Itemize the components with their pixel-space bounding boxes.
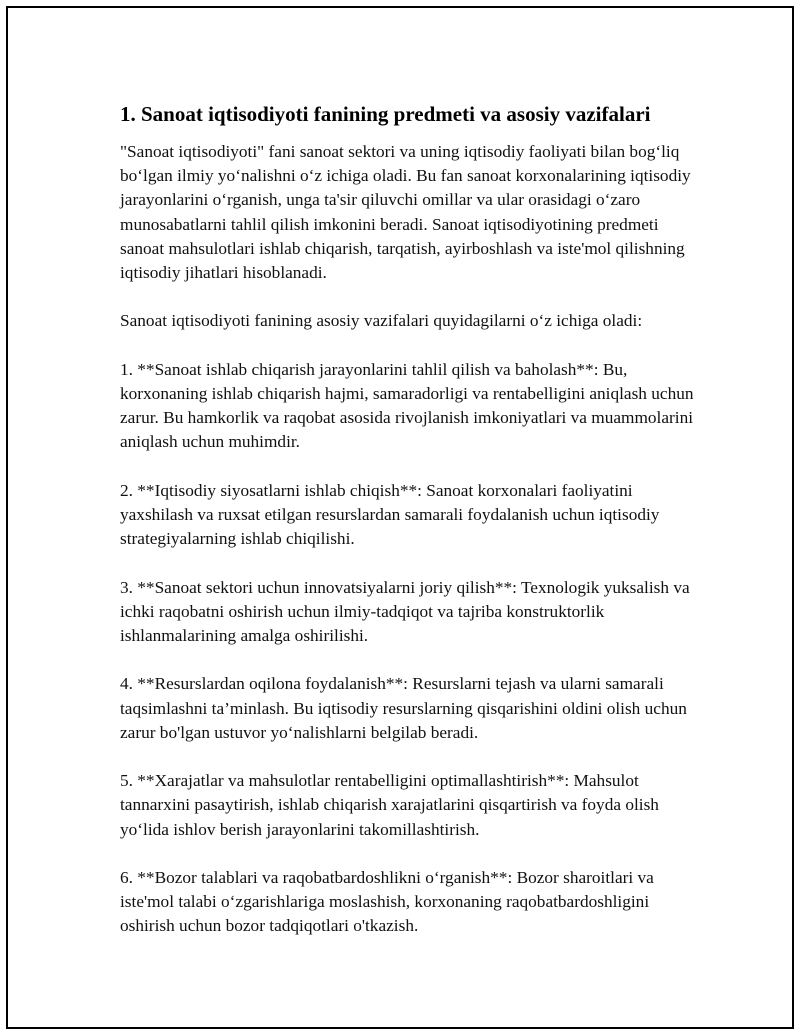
- task-item-2: 2. **Iqtisodiy siyosatlarni ishlab chiqish**: Sanoat korxonalari faoliyatini yaxshilash va ruxsat etilgan resurslardan samarali foydalanish uchun iqtisodiy strategiyalarning ishlab chiqilishi.: [120, 480, 660, 549]
- page-frame: [6, 6, 794, 1029]
- task-item-3: 3. **Sanoat sektori uchun innovatsiyalarni joriy qilish**: Texnologik yuksalish va ichki raqobatni oshirish uchun ilmiy-tadqiqot va tajriba konstruktorlik ishlanmalarining amalga oshirilishi.: [120, 577, 690, 645]
- task-item-1: 1. **Sanoat ishlab chiqarish jarayonlarini tahlil qilish va baholash**: Bu, korxonaning ishlab chiqarish hajmi, samaradorligi va rentabelligini aniqlash uchun zarur. Bu hamkorlik va raqobat asosida rivojlanish imkoniyatlari va muammolarini aniqlash uchun muhimdir.: [120, 359, 694, 452]
- task-item-5: 5. **Xarajatlar va mahsulotlar rentabelligini optimallashtirish**: Mahsulot tannarxini pasaytirish, ishlab chiqarish xarajatlarini qisqartirish va foyda olish yo‘lida ishlov berish jarayonlarini takomillashtirish.: [120, 771, 659, 839]
- document-body: [120, 100, 704, 963]
- section-heading: 1. Sanoat iqtisodiyoti fanining predmeti va asosiy vazifalari: [120, 102, 651, 126]
- tasks-intro-paragraph: Sanoat iqtisodiyoti fanining asosiy vazifalari quyidagilarni o‘z ichiga oladi:: [120, 311, 643, 331]
- intro-paragraph: "Sanoat iqtisodiyoti" fani sanoat sektori va uning iqtisodiy faoliyati bilan bog‘liq bo‘lgan ilmiy yo‘nalishni o‘z ichiga oladi. Bu fan sanoat korxonalarining iqtisodiy jarayonlarini o‘rganish, unga ta'sir qiluvchi omillar va ular orasidagi o‘zaro munosabatlarni tahlil qilish imkonini beradi. Sanoat iqtisodiyotining predmeti sanoat mahsulotlari ishlab chiqarish, tarqatish, ayirboshlash va iste'mol qilishning iqtisodiy jihatlari hisoblanadi.: [120, 142, 691, 283]
- task-item-4: 4. **Resurslardan oqilona foydalanish**: Resurslarni tejash va ularni samarali taqsimlashni ta’minlash. Bu iqtisodiy resurslarning qisqarishini oldini olish uchun zarur bo'lgan ustuvor yo‘nalishlarni belgilab beradi.: [120, 674, 687, 742]
- task-item-6: 6. **Bozor talablari va raqobatbardoshlikni o‘rganish**: Bozor sharoitlari va iste'mol talabi o‘zgarishlariga moslashish, korxonaning raqobatbardoshligini oshirish uchun bozor tadqiqotlari o'tkazish.: [120, 867, 654, 936]
